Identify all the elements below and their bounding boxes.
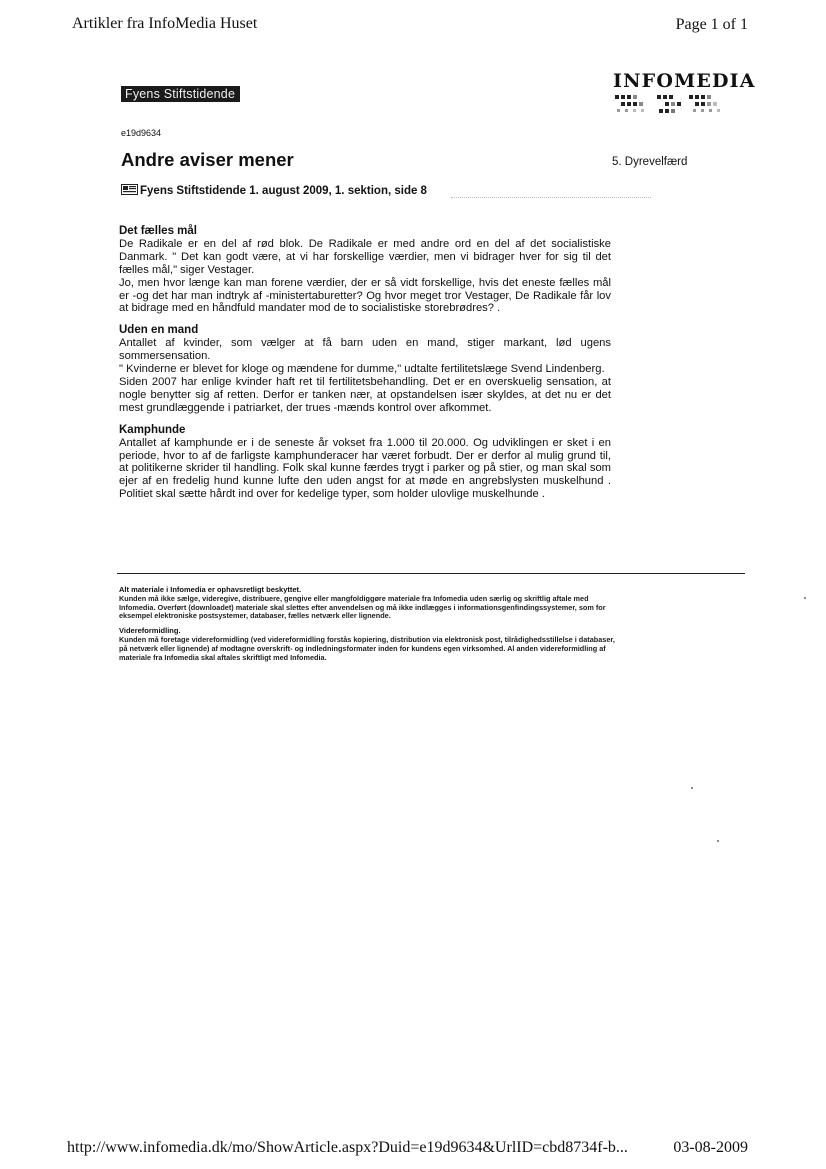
legal-heading: Alt materiale i Infomedia er ophavsretligt beskyttet. (119, 585, 302, 594)
document-id: e19d9634 (121, 128, 162, 138)
legal-block (119, 627, 619, 662)
print-footer-url: http://www.infomedia.dk/mo/ShowArticle.aspx?Duid=e19d9634&UrlID=cbd8734f-b... (67, 1139, 628, 1156)
article-section (119, 324, 611, 414)
infomedia-logo (613, 70, 756, 117)
dotted-separator (451, 197, 651, 198)
infomedia-pixel-logo-icon (613, 93, 745, 117)
print-footer-date: 03-08-2009 (673, 1139, 748, 1156)
print-header-title: Artikler fra InfoMedia Huset (72, 15, 258, 32)
paragraph: Antallet af kamphunde er i de seneste år vokset fra 1.000 til 20.000. Og udviklingen er sket i en periode, hvor to af de farligste kamphunderacer har været forbudt. Der er derfor al mulig grund til, at politikerne skrider til handling. Folk skal kunne færdes trygt i parker og på stier, og man skal som ejer af en fredelig hund kunne lufte den uden angst for at møde en angrebslysten muskelhund . Politiet skal sætte hårdt ind over for kedelige typer, som holder ulovlige muskelhunde . (119, 436, 611, 501)
newspaper-masthead: Fyens Stiftstidende (121, 86, 240, 102)
legal-heading: Videreformidling. (119, 626, 181, 636)
newspaper-icon (121, 184, 138, 195)
paragraph: De Radikale er en del af rød blok. De Radikale er med andre ord en del af det socialistiske Danmark. " Det kan godt være, at vi har forskellige værdier, men vi bidrager hver for sig til det fælles mål," siger Vestager. (119, 237, 611, 276)
section-heading: Uden en mand (119, 324, 199, 337)
scan-speck (804, 597, 806, 599)
horizontal-divider (117, 573, 745, 574)
scan-speck (691, 787, 693, 789)
paragraph: " Kvinderne er blevet for kloge og mændene for dumme," udtalte fertilitetslæge Svend Lindenberg. (119, 363, 605, 376)
infomedia-logo-text: INFOMEDIA (613, 70, 756, 92)
section-heading: Det fælles mål (119, 225, 197, 237)
article-body (119, 225, 611, 510)
legal-block (119, 586, 619, 621)
scan-speck (717, 840, 719, 842)
paragraph: Antallet af kvinder, som vælger at få barn uden en mand, stiger markant, lød ugens sommersensation. (119, 337, 611, 363)
article-category: 5. Dyrevelfærd (612, 156, 688, 168)
print-header-page-number: Page 1 of 1 (675, 16, 748, 33)
article-section (119, 225, 611, 315)
paragraph: Siden 2007 har enlige kvinder haft ret til fertilitetsbehandling. Det er en overskuelig sensation, at nogle benytter sig af retten. Derfor er tanken nær, at opstandelsen især skyldes, at det nu er det mest grundlæggende i patriarket, der trues -mænds kontrol over afkommet. (119, 375, 611, 414)
article-section (119, 424, 611, 501)
legal-text: Kunden må ikke sælge, videregive, distribuere, gengive eller mangfoldiggøre materiale fra Infomedia uden særlig og skriftlig aftale med Infomedia. Overført (downloadet) materiale skal slettes efter anvendelsen og må ikke indlægges i informationsgenfindingssystemer, som for eksempel elektroniske postsystemer, databaser, fælles netværk eller lignende. (119, 593, 606, 621)
paragraph: Jo, men hvor længe kan man forene værdier, der er så vidt forskellige, hvis det eneste fælles mål er -og det har man indtryk af -ministertaburetter? Og hvor meget tror Vestager, De Radikale får lov at bidrage med en håndfuld mandater mod de to socialistiske storebrødres? . (119, 276, 611, 315)
article-source-text: Fyens Stiftstidende 1. august 2009, 1. sektion, side 8 (140, 185, 427, 197)
copyright-notice (119, 586, 619, 668)
legal-text: Kunden må foretage videreformidling (ved videreformidling forstås kopiering, distribution via elektronisk post, tilrådighedsstillelse i databaser, på netværk eller lignende) af modtagne overskrift- og indledningsformater inden for kundens egen virksomhed. Al anden videreformidling af materiale fra Infomedia skal aftales skriftligt med Infomedia. (119, 634, 615, 662)
article-title: Andre aviser mener (121, 149, 294, 170)
article-source-line (121, 184, 427, 197)
section-heading: Kamphunde (119, 423, 186, 436)
